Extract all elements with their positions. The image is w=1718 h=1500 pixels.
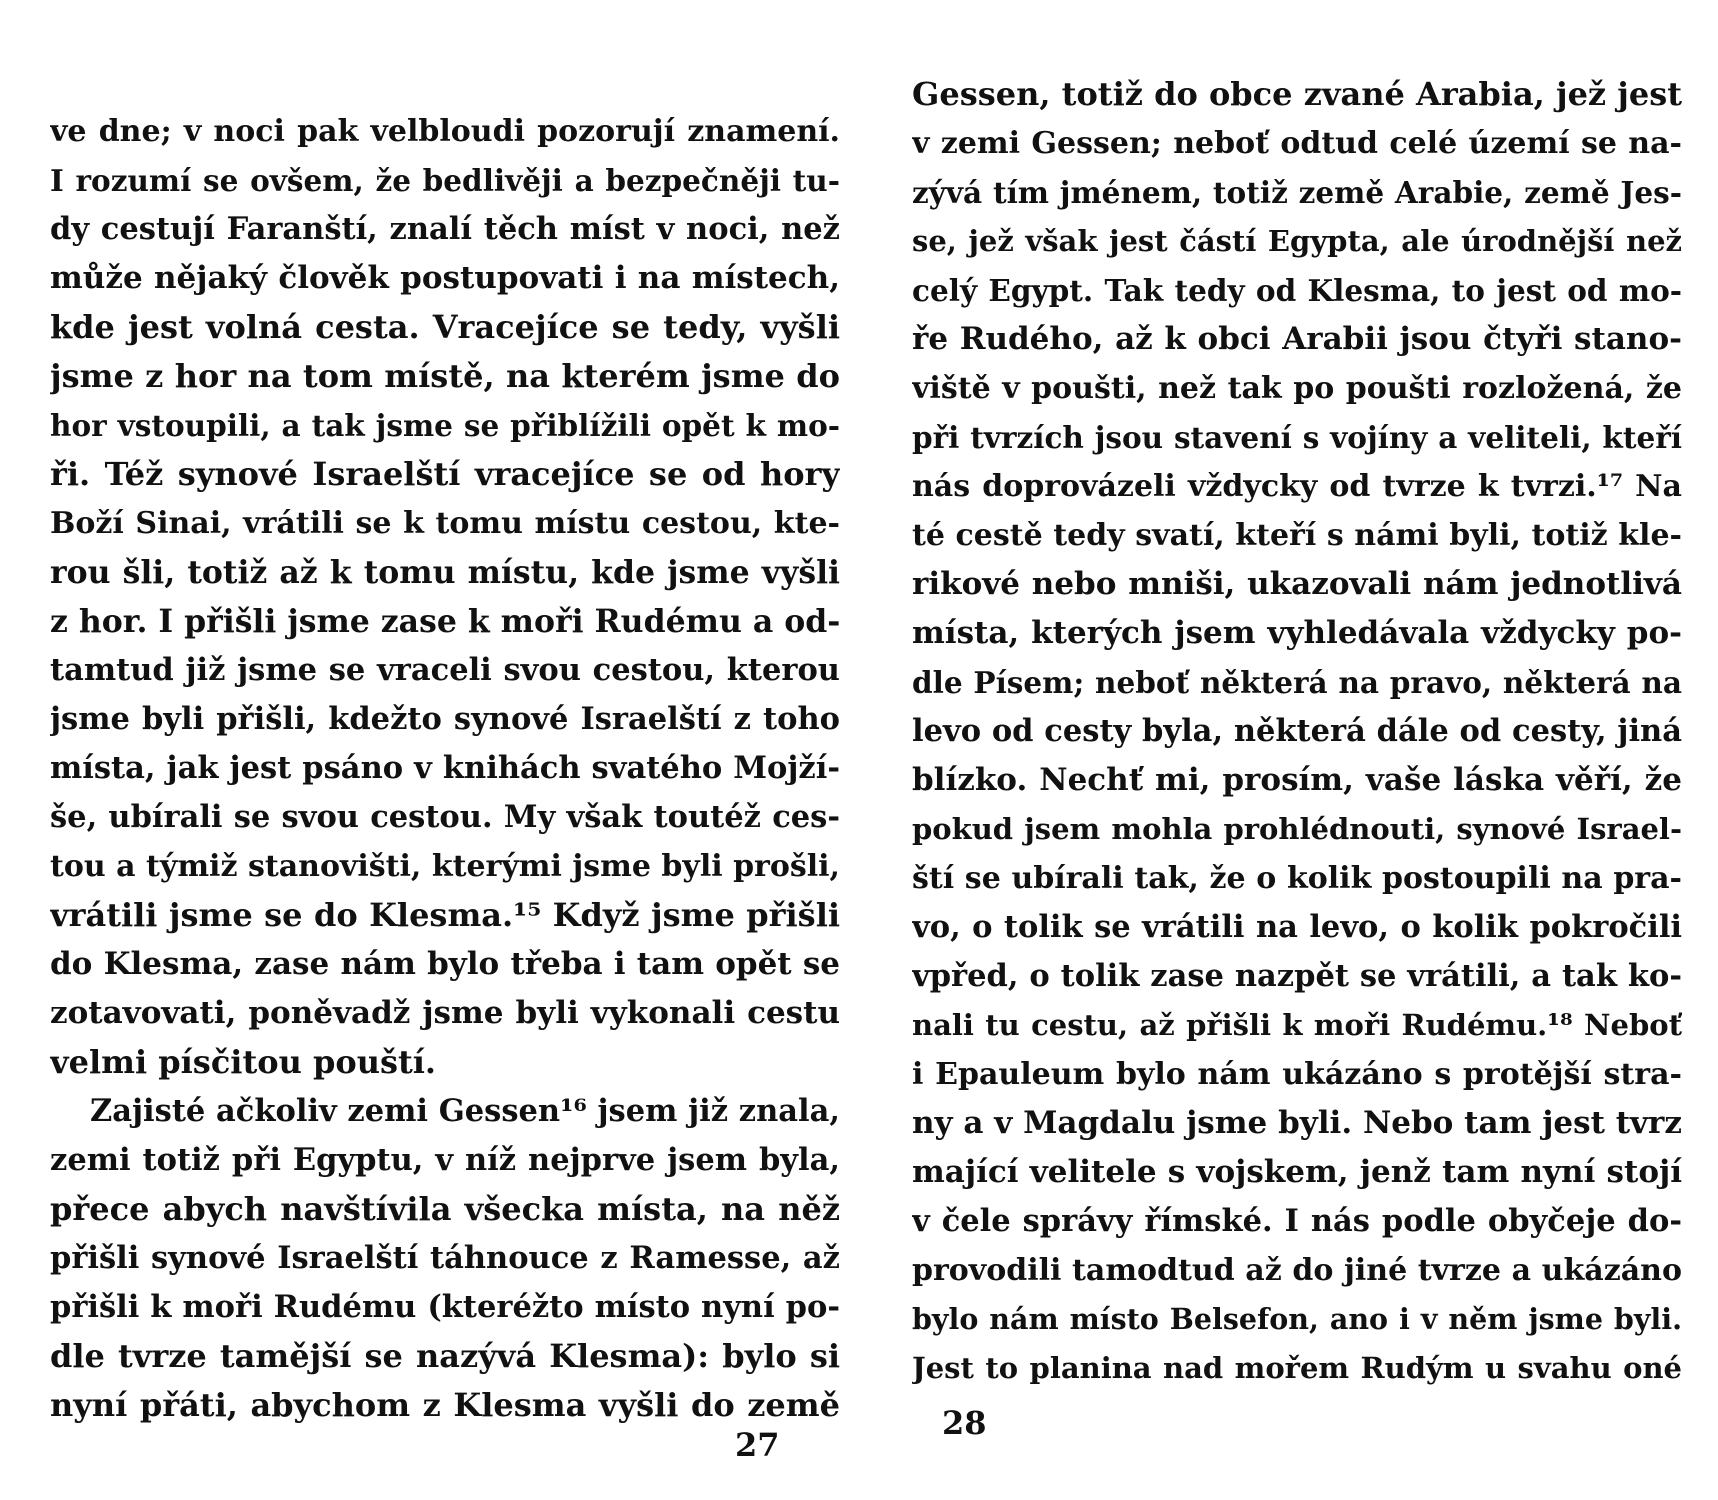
text-line: i Epauleum bylo nám ukázáno s protější stra- bbox=[912, 1057, 1682, 1092]
text-line: velmi písčitou pouští. bbox=[50, 1043, 437, 1081]
text-line: zemi totiž při Egyptu, v níž nejprve jsem byla, bbox=[50, 1142, 840, 1178]
text-line: do Klesma, zase nám bylo třeba i tam opět se bbox=[50, 946, 840, 982]
text-line: I rozumí se ovšem, že bedlivěji a bezpečněji tu- bbox=[50, 163, 840, 198]
text-line: ny a v Magdalu jsme byli. Nebo tam jest tvrz bbox=[912, 1105, 1682, 1141]
text-line: jsme byli přišli, kdežto synové Israelští z toho bbox=[50, 701, 840, 737]
text-line: tamtud již jsme se vraceli svou cestou, kterou bbox=[50, 652, 840, 688]
text-line: té cestě tedy svatí, kteří s námi byli, totiž kle- bbox=[912, 518, 1682, 553]
text-line: vrátili jsme se do Klesma.¹⁵ Když jsme přišli bbox=[50, 896, 840, 934]
text-line: může nějaký člověk postupovati i na místech, bbox=[50, 260, 840, 296]
text-line: Zajisté ačkoliv zemi Gessen¹⁶ jsem již znala, bbox=[90, 1093, 840, 1129]
text-line: viště v poušti, než tak po poušti rozložená, že bbox=[912, 371, 1682, 406]
text-line: v čele správy římské. I nás podle obyčeje do- bbox=[912, 1203, 1682, 1239]
text-line: tou a týmiž stanovišti, kterými jsme byli prošli, bbox=[50, 849, 840, 884]
text-line: Boží Sinai, vrátili se k tomu místu cestou, kte- bbox=[50, 506, 840, 541]
text-line: hor vstoupili, a tak jsme se přiblížili opět k mo- bbox=[50, 408, 840, 443]
text-line: ři. Též synové Israelští vracejíce se od hory bbox=[50, 455, 840, 493]
text-line: místa, jak jest psáno v knihách svatého Mojží- bbox=[50, 750, 840, 786]
page-number: 28 bbox=[942, 1404, 987, 1442]
left-page bbox=[50, 0, 840, 1500]
text-line: ští se ubírali tak, že o kolik postoupili na pra- bbox=[912, 861, 1682, 896]
text-line: se, jež však jest částí Egypta, ale úrodnější než bbox=[912, 224, 1682, 258]
left-page-text bbox=[50, 107, 840, 1430]
text-line: dy cestují Faranští, znalí těch míst v noci, než bbox=[50, 211, 840, 247]
text-line: přišli k moři Rudému (kteréžto místo nyní po- bbox=[50, 1289, 840, 1325]
text-line: provodili tamodtud až do jiné tvrze a ukázáno bbox=[912, 1253, 1682, 1288]
text-line: ře Rudého, až k obci Arabii jsou čtyři stano- bbox=[912, 321, 1682, 357]
text-line: bylo nám místo Belsefon, ano i v něm jsme byli. bbox=[912, 1302, 1682, 1336]
text-line: vpřed, o tolik zase nazpět se vrátili, a tak ko- bbox=[912, 958, 1682, 994]
text-line: dle Písem; neboť některá na pravo, některá na bbox=[912, 665, 1682, 700]
text-line: místa, kterých jsem vyhledávala vždycky po- bbox=[912, 615, 1682, 651]
text-line: rikové nebo mniši, ukazovali nám jednotlivá bbox=[912, 566, 1682, 602]
text-line: Jest to planina nad mořem Rudým u svahu oné bbox=[912, 1351, 1682, 1385]
text-line: přišli synové Israelští táhnouce z Ramesse, až bbox=[50, 1240, 840, 1276]
text-line: dle tvrze tamější se nazývá Klesma): bylo si bbox=[50, 1337, 840, 1375]
text-line: pokud jsem mohla prohlédnouti, synové Israel- bbox=[912, 812, 1682, 846]
text-line: nás doprovázeli vždycky od tvrze k tvrzi.¹⁷ Na bbox=[912, 469, 1682, 504]
text-line: levo od cesty byla, některá dále od cesty, jiná bbox=[912, 713, 1682, 749]
text-line: mající velitele s vojskem, jenž tam nyní stojí bbox=[912, 1154, 1682, 1190]
text-line: v zemi Gessen; neboť odtud celé území se na- bbox=[912, 126, 1682, 161]
text-line: jsme z hor na tom místě, na kterém jsme do bbox=[50, 357, 840, 395]
text-line: še, ubírali se svou cestou. My však toutéž ces- bbox=[50, 799, 840, 835]
text-line: vo, o tolik se vrátili na levo, o kolik pokročili bbox=[912, 909, 1682, 945]
text-line: Gessen, totiž do obce zvané Arabia, jež jest bbox=[912, 75, 1682, 113]
text-line: nyní přáti, abychom z Klesma vyšli do země bbox=[50, 1386, 840, 1424]
text-line: při tvrzích jsou stavení s vojíny a veliteli, kteří bbox=[912, 420, 1682, 455]
page-number: 27 bbox=[735, 1426, 780, 1464]
text-line: rou šli, totiž až k tomu místu, kde jsme vyšli bbox=[50, 554, 840, 591]
text-line: kde jest volná cesta. Vracejíce se tedy, vyšli bbox=[50, 308, 840, 346]
right-page bbox=[912, 0, 1682, 1500]
text-line: zývá tím jménem, totiž země Arabie, země Jes- bbox=[912, 175, 1682, 210]
text-line: zotavovati, poněvadž jsme byli vykonali cestu bbox=[50, 995, 840, 1031]
text-line: ve dne; v noci pak velbloudi pozorují znamení. bbox=[50, 114, 840, 149]
text-line: přece abych navštívila všecka místa, na něž bbox=[50, 1190, 840, 1228]
text-line: z hor. I přišli jsme zase k moři Rudému a od- bbox=[50, 603, 840, 640]
text-line: celý Egypt. Tak tedy od Klesma, to jest od mo- bbox=[912, 273, 1682, 308]
text-line: nali tu cestu, až přišli k moři Rudému.¹⁸ Neboť bbox=[912, 1008, 1682, 1042]
right-page-text bbox=[912, 70, 1682, 1393]
text-line: blízko. Nechť mi, prosím, vaše láska věří, že bbox=[912, 762, 1682, 798]
